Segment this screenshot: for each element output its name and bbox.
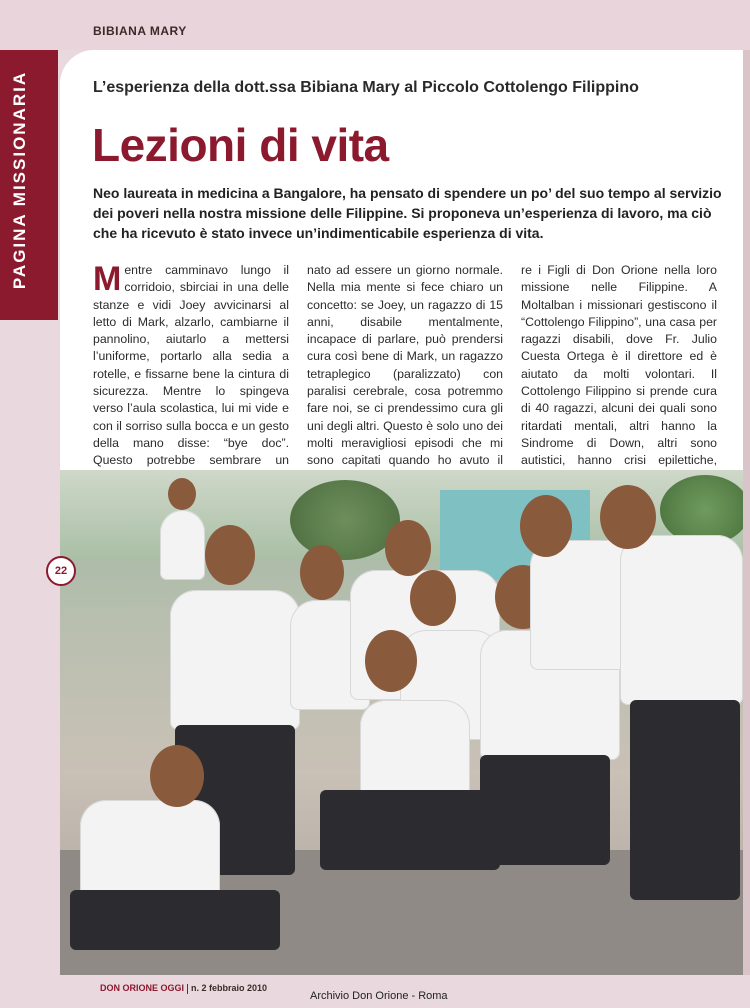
article-lead: Neo laureata in medicina a Bangalore, ha pensato di spendere un po’ del suo tempo al servizio dei poveri nella nostra missione delle Filippine. Si proponeva un’esperienza di lavoro, ma ciò che ha ricevuto è stato invece un’indimenticabile esperienza di vita. [93,185,722,241]
article-subtitle: L’esperienza della dott.ssa Bibiana Mary al Piccolo Cottolengo Filippino [93,79,639,96]
archive-credit: Archivio Don Orione - Roma [310,990,448,1002]
header-author: BIBIANA MARY [93,24,187,38]
page-number-badge: 22 [46,556,76,586]
page-edge-strip [743,50,750,975]
footer-magazine: DON ORIONE OGGI [100,983,185,993]
photo-face [300,545,344,600]
section-label: PAGINA MISSIONARIA [10,70,29,290]
photo-face [365,630,417,692]
photo-face [410,570,456,626]
footer-issue: n. 2 febbraio 2010 [191,983,268,993]
photo-person [360,700,470,800]
article-title: Lezioni di vita [92,119,389,171]
photo-pants [630,700,740,900]
photo-face [168,478,196,510]
photo-person [160,510,205,580]
photo-face [385,520,431,576]
photo-pants [480,755,610,865]
photo-person [620,535,743,705]
text-column-2: nato ad essere un giorno normale. Nella mia mente si fece chiaro un concetto: se Joey, un ragazzo di 15 anni, disabile mentalmente, incapace di parlare, può prendersi cura così bene di Mark, un ragazzo tetraplegico (paralizzato) con paralisi cerebrale, cosa potremmo fare noi, se ci prendessimo cura gli uni degli altri. Questo è solo uno dei molti meravigliosi episodi che mi sono capitati quando ho avuto il [307,263,503,468]
photo-pants [320,790,500,870]
photo-pants [70,890,280,950]
footer-separator [187,984,188,994]
photo-plant [290,480,400,560]
photo-face [600,485,656,549]
photo-person [170,590,300,730]
photo-person [80,800,220,900]
column-1-text: entre camminavo lungo il corridoio, sbirciai in una delle stanze e vidi Joey avvicinarsi al letto di Mark, alzarlo, cambiarne il pannolino, aiutarlo a mettersi l’uniforme, portarlo alla sedia a rotelle, e fissarne bene la cintura di sicurezza. Mentre lo spingeva verso l’aula scolastica, lui mi vide e con il sorriso sulla bocca e un gesto della mano disse: “bye doc”. Questo potrebbe sembrare un [93,263,289,468]
photo-face [520,495,572,557]
group-photo [60,470,743,975]
text-column-1 [93,262,289,504]
photo-face [150,745,204,807]
footer-masthead [100,983,267,994]
text-column-3: re i Figli di Don Orione nella loro missione nelle Filippine. A Moltalban i missionari gestiscono il “Cottolengo Filippino”, una casa per ragazzi disabili, dove Fr. Julio Cuesta Ortega è il direttore ed è aiutato da molti volontari. Il Cottolengo Filippino si prende cura di 40 ragazzi, alcuni dei quali sono ritardati mentali, altri hanno la Sindrome di Down, altri sono autistici, hanno crisi epilettiche, [521,263,717,468]
drop-cap: M [93,260,122,298]
photo-face [205,525,255,585]
